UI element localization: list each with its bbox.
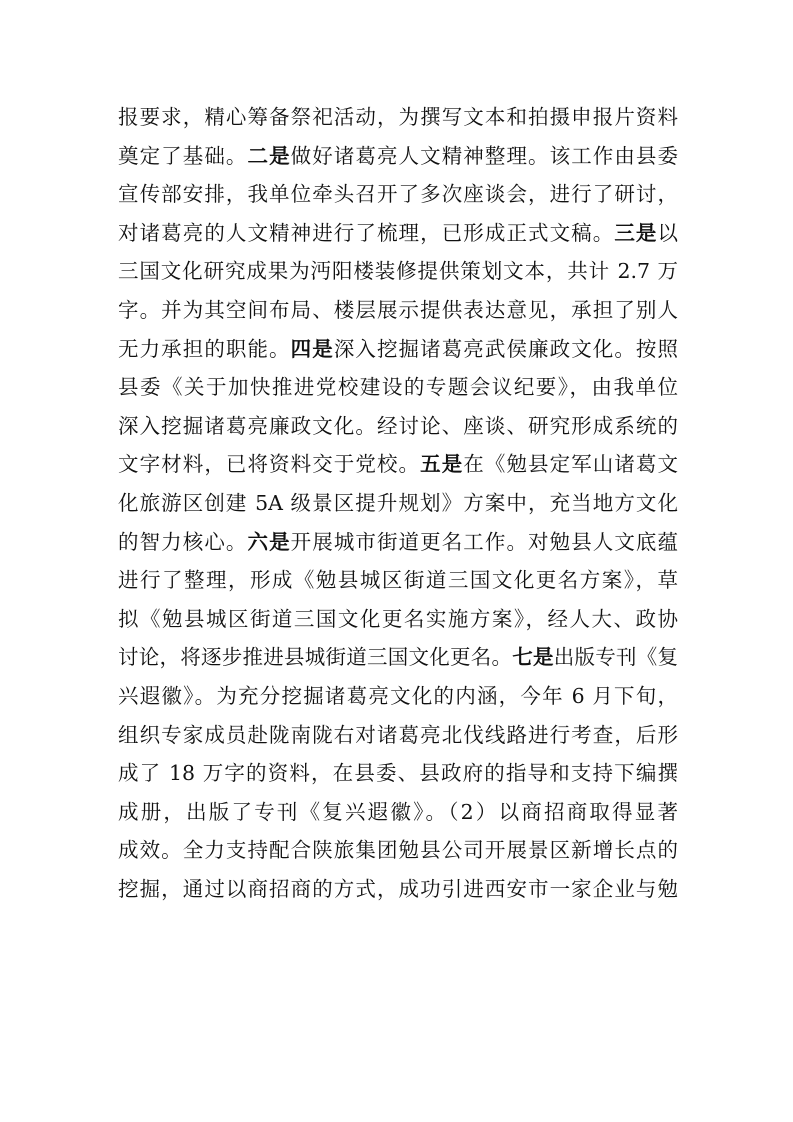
text-line <box>118 716 678 755</box>
text-run: 报要求，精心筹备祭祀活动，为撰写文本和拍摄申报片资料 <box>118 105 678 129</box>
text-run: 开展城市街道更名工作。对勉县人文底蕴 <box>290 529 678 554</box>
text-line <box>118 407 678 446</box>
text-line <box>118 754 678 793</box>
text-run: 县委《关于加快推进党校建设的专题会议纪要》，由我单位 <box>118 375 678 400</box>
text-run: 出版专刊《复 <box>553 645 678 670</box>
text-line <box>118 561 678 600</box>
text-run: 讨论，将逐步推进县城街道三国文化更名。 <box>118 645 513 670</box>
text-line <box>118 677 678 716</box>
text-line <box>118 523 678 562</box>
text-line <box>118 831 678 870</box>
text-line <box>118 600 678 639</box>
text-line <box>118 252 678 291</box>
text-line <box>118 98 678 137</box>
text-line <box>118 638 678 677</box>
text-run: 兴遐徽》。为充分挖掘诸葛亮文化的内涵，今年 6 月下旬， <box>118 683 678 708</box>
text-run: 以 <box>657 220 678 245</box>
text-run: 进行了整理，形成《勉县城区街道三国文化更名方案》，草 <box>118 568 678 593</box>
text-run: 化旅游区创建 5A 级景区提升规划》方案中，充当地方文化 <box>118 490 678 515</box>
text-run: 字。并为其空间布局、楼层展示提供表达意见，承担了别人 <box>118 297 678 322</box>
text-line <box>118 484 678 523</box>
text-run: 深入挖掘诸葛亮武侯廉政文化。按照 <box>333 336 678 361</box>
text-run: 做好诸葛亮人文精神整理。该工作由县委 <box>290 143 678 168</box>
text-run: 文字材料，已将资料交于党校。 <box>118 452 421 477</box>
text-line <box>118 175 678 214</box>
text-line <box>118 870 678 909</box>
bold-ordinal: 七是 <box>512 645 554 670</box>
text-line <box>118 291 678 330</box>
bold-ordinal: 三是 <box>614 220 658 245</box>
text-run: 三国文化研究成果为沔阳楼装修提供策划文本，共计 2.7 万 <box>118 259 678 284</box>
text-run: 无力承担的职能。 <box>118 336 291 361</box>
body-paragraph <box>118 98 678 908</box>
text-run: 成效。全力支持配合陕旅集团勉县公司开展景区新增长点的 <box>118 838 678 863</box>
text-run: 的智力核心。 <box>118 529 248 554</box>
bold-ordinal: 六是 <box>247 529 291 554</box>
text-run: 组织专家成员赴陇南陇右对诸葛亮北伐线路进行考查，后形 <box>118 722 678 747</box>
text-line <box>118 137 678 176</box>
text-line <box>118 368 678 407</box>
text-run: 成了 18 万字的资料，在县委、县政府的指导和支持下编撰 <box>118 761 678 786</box>
text-line <box>118 214 678 253</box>
text-run: 挖掘，通过以商招商的方式，成功引进西安市一家企业与勉 <box>118 876 678 901</box>
text-line <box>118 793 678 832</box>
text-run: 宣传部安排，我单位牵头召开了多次座谈会，进行了研讨， <box>118 182 678 207</box>
bold-ordinal: 五是 <box>420 452 464 477</box>
text-line <box>118 445 678 484</box>
text-run: 对诸葛亮的人文精神进行了梳理，已形成正式文稿。 <box>118 220 615 245</box>
text-run: 在《勉县定军山诸葛文 <box>463 452 678 477</box>
text-run: 奠定了基础。 <box>118 143 248 168</box>
text-line <box>118 330 678 369</box>
bold-ordinal: 二是 <box>247 143 291 168</box>
text-run: 拟《勉县城区街道三国文化更名实施方案》，经人大、政协 <box>118 606 678 631</box>
bold-ordinal: 四是 <box>290 336 334 361</box>
text-run: 成册，出版了专刊《复兴遐徽》。（2）以商招商取得显著 <box>118 799 678 824</box>
text-run: 深入挖掘诸葛亮廉政文化。经讨论、座谈、研究形成系统的 <box>118 413 678 438</box>
